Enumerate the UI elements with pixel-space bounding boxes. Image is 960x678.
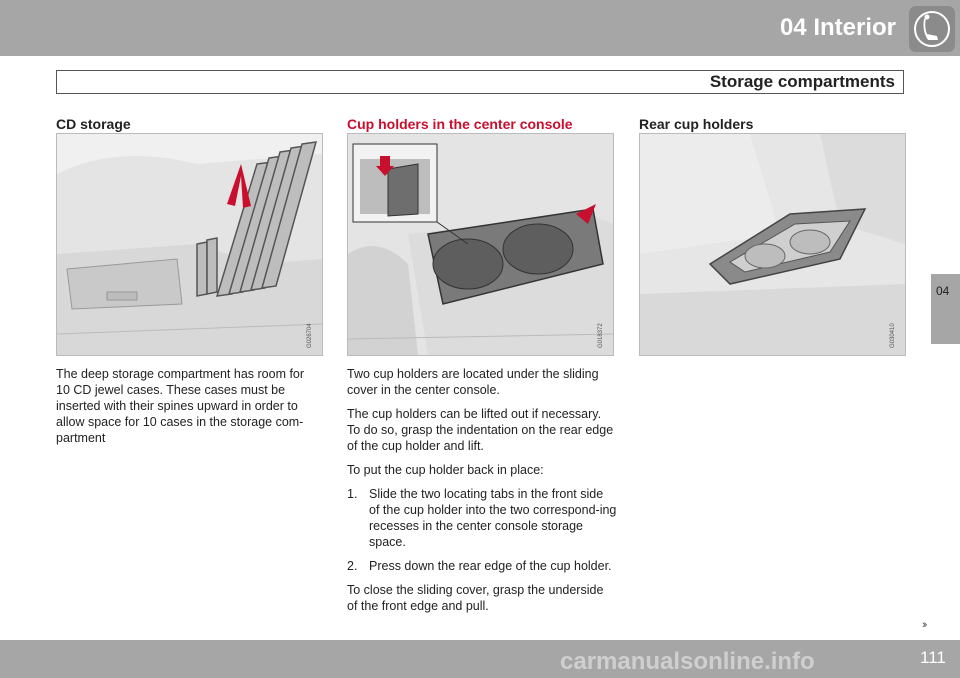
watermark: carmanualsonline.info (560, 648, 815, 675)
figure-code: G030410 (890, 323, 896, 348)
cd-storage-heading: CD storage (56, 116, 131, 132)
figure-code: G026704 (307, 323, 313, 348)
step-text: Slide the two locating tabs in the front side of the cup holder into the two correspond-ing recesses in the center console storage space. (369, 487, 617, 549)
cd-storage-figure (56, 133, 323, 356)
list-item (347, 486, 617, 550)
chapter-title: 04 Interior (779, 14, 896, 41)
cup-holders-heading: Cup holders in the center console (347, 116, 573, 132)
paragraph: To close the sliding cover, grasp the underside of the front edge and pull. (347, 583, 604, 613)
rear-cup-holders-figure (639, 133, 906, 356)
chapter-side-tab-label: 04 (936, 284, 950, 298)
paragraph: The cup holders can be lifted out if necessary. To do so, grasp the indentation on the rear edge of the cup holder and lift. (347, 407, 614, 453)
step-number: 1. (347, 487, 358, 501)
seat-icon (909, 6, 955, 52)
step-number: 2. (347, 559, 358, 573)
cup-holders-text (347, 366, 617, 622)
page-number: 111 (920, 648, 946, 667)
rear-cup-holders-heading: Rear cup holders (639, 116, 754, 132)
cd-storage-text: The deep storage compartment has room for 10 CD jewel cases. These cases must be inserted with their spines upward in order to allow space for 10 cases in the storage com-partment (56, 367, 305, 445)
step-text: Press down the rear edge of the cup holder. (369, 559, 612, 573)
footer-bar (0, 640, 960, 678)
cup-holders-figure (347, 133, 614, 356)
section-title: Storage compartments (709, 72, 895, 91)
list-item (347, 558, 617, 574)
steps-list (347, 486, 617, 574)
figure-code: G018372 (598, 323, 604, 348)
paragraph: Two cup holders are located under the sliding cover in the center console. (347, 367, 599, 397)
paragraph: To put the cup holder back in place: (347, 463, 544, 477)
double-chevron-right-icon[interactable]: ›› (922, 619, 926, 631)
section-bar (56, 70, 904, 94)
